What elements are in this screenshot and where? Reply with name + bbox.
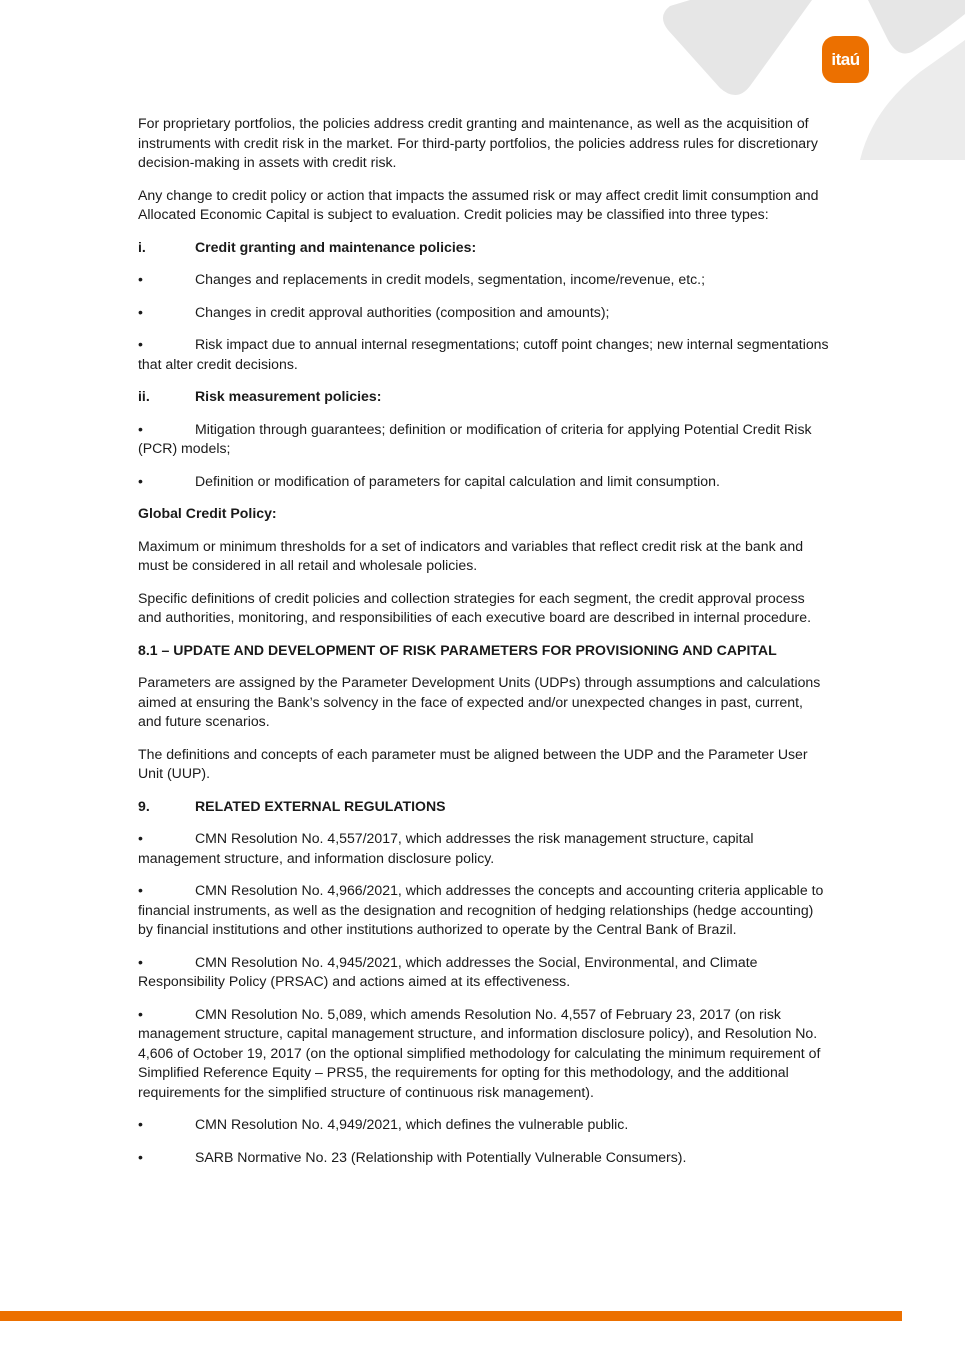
section-i-title: Credit granting and maintenance policies: [195,238,477,255]
list-item-text: Changes in credit approval authorities (composition and amounts); [195,303,610,320]
list-item [138,829,830,868]
section-9-number: 9. [138,797,150,814]
footer-orange-bar [0,1311,902,1321]
bullet-icon: • [138,830,143,846]
list-item [138,420,830,459]
list-item-text: CMN Resolution No. 4,945/2021, which addresses the Social, Environmental, and Climate Responsibility Policy (PRSAC) and actions aimed at its effectiveness. [138,953,758,989]
section-8-1-heading: 8.1 – UPDATE AND DEVELOPMENT OF RISK PARAMETERS FOR PROVISIONING AND CAPITAL [138,641,777,658]
section-9-title: RELATED EXTERNAL REGULATIONS [195,797,446,814]
document-body [138,114,830,1180]
list-item-text: Mitigation through guarantees; definition or modification of criteria for applying Potential Credit Risk (PCR) models; [138,420,812,456]
list-item [138,881,830,940]
bullet-icon: • [138,953,143,970]
section-i-number: i. [138,238,146,255]
section-ii-heading [138,387,830,407]
paragraph-parameters: Parameters are assigned by the Parameter Development Units (UDPs) through assumptions and calculations aimed at ensuring the Bank’s solvency in the face of expected and/or unexpected changes in past, current, and future scenarios. [138,674,821,729]
list-item [138,303,830,323]
bullet-icon: • [138,420,143,437]
decor-side-shape [860,40,965,160]
bullet-icon: • [138,271,143,287]
global-credit-heading: Global Credit Policy: [138,505,277,521]
bullet-icon: • [138,882,143,898]
paragraph-definitions: The definitions and concepts of each parameter must be aligned between the UDP and the Parameter User Unit (UUP). [138,745,808,781]
list-item [138,953,830,992]
paragraph-portfolios: For proprietary portfolios, the policies address credit granting and maintenance, as well as the acquisition of instruments with credit risk in the market. For third-party portfolios, the policies address rules for discretionary decision-making in assets with credit risk. [138,115,818,170]
list-item-text: CMN Resolution No. 4,949/2021, which defines the vulnerable public. [195,1116,629,1132]
paragraph-specific-definitions: Specific definitions of credit policies and collection strategies for each segment, the credit approval process and authorities, monitoring, and responsibilities of each executive board are described in internal procedure. [138,589,811,625]
section-i-heading [138,238,830,258]
list-item-text: SARB Normative No. 23 (Relationship with Potentially Vulnerable Consumers). [195,1148,687,1165]
paragraph-global-credit: Maximum or minimum thresholds for a set of indicators and variables that reflect credit risk at the bank and must be considered in all retail and wholesale policies. [138,537,804,573]
decor-corner-shape [868,0,965,54]
section-ii-title: Risk measurement policies: [195,388,382,404]
section-9-heading [138,797,830,817]
bullet-icon: • [138,303,143,320]
list-item [138,270,830,290]
bullet-icon: • [138,472,143,489]
list-item-text: Definition or modification of parameters for capital calculation and limit consumption. [195,472,720,489]
logo-text: itaú [831,49,860,69]
list-item-text: Risk impact due to annual internal resegmentations; cutoff point changes; new internal segmentations that alter credit decisions. [138,336,829,372]
list-item [138,472,830,492]
list-item-text: CMN Resolution No. 4,966/2021, which addresses the concepts and accounting criteria applicable to financial instruments, as well as the designation and recognition of hedging relationships (hedge accounting) by financial institutions and other institutions authorized to operate by the Central Bank of Brazil. [138,882,824,937]
section-ii-number: ii. [138,388,150,404]
bullet-icon: • [138,1116,143,1132]
list-item [138,1148,830,1168]
list-item-text: CMN Resolution No. 4,557/2017, which addresses the risk management structure, capital management structure, and information disclosure policy. [138,830,754,866]
itau-logo [822,36,869,83]
bullet-icon: • [138,1005,143,1022]
decor-rounded-diamond [663,0,812,95]
list-item [138,1005,830,1103]
paragraph-policy-change: Any change to credit policy or action that impacts the assumed risk or may affect credit limit consumption and Allocated Economic Capital is subject to evaluation. Credit policies may be classified into three types: [138,186,819,222]
bullet-icon: • [138,1148,143,1165]
list-item-text: Changes and replacements in credit models, segmentation, income/revenue, etc.; [195,271,706,287]
list-item [138,1115,830,1135]
bullet-icon: • [138,336,143,352]
list-item-text: CMN Resolution No. 5,089, which amends Resolution No. 4,557 of February 23, 2017 (on risk management structure, capital management structure, and information disclosure policy), and Resolution No. 4,606 of October 19, 2017 (on the optional simplified methodology for calculating the minimum requirement of Simplified Reference Equity – PRS5, the requirements for opting for this methodology, and the additional requirements for the simplified structure of continuous risk management). [138,1005,821,1100]
list-item [138,335,830,374]
